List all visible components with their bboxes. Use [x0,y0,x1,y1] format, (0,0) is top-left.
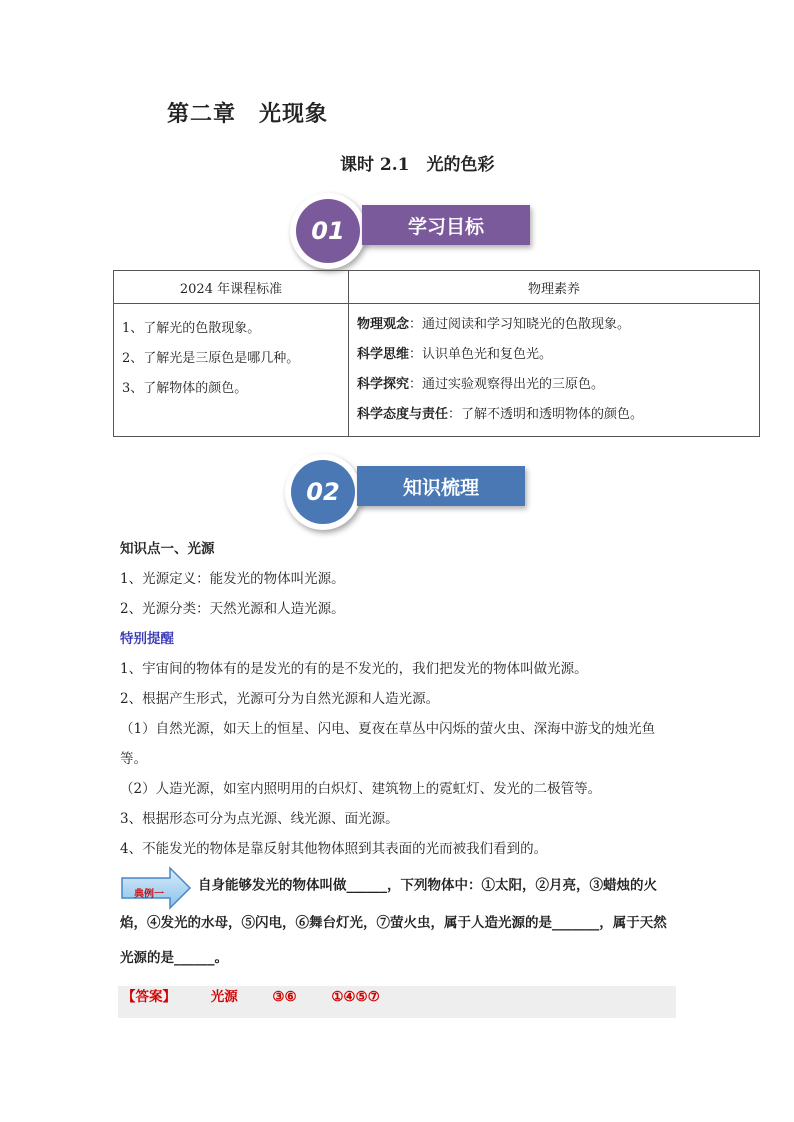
literacy-item: 科学探究：通过实验观察得出光的三原色。 [357,377,605,392]
standard-item: 3、了解物体的颜色。 [122,381,248,396]
example-question-text: 自身能够发光的物体叫做______，下列物体中：①太阳，②月亮，③蜡烛的火焰，④发光的水母，⑤闪电，⑥舞台灯光，⑦萤火虫，属于人造光源的是_______，属于天然光源的是______。 [120,877,667,966]
section-number: 02 [291,460,355,524]
answer-value: ③⑥ [272,989,297,1005]
tip-line: 2、根据产生形式，光源可分为自然光源和人造光源。 [120,691,440,707]
example-question [120,866,680,976]
tip-line: 4、不能发光的物体是靠反射其他物体照到其表面的光而被我们看到的。 [120,841,548,857]
knowledge-line: 1、光源定义：能发光的物体叫光源。 [120,571,345,587]
standards-table [113,270,760,437]
section-label: 学习目标 [362,205,530,245]
section-number: 01 [296,199,360,263]
example-tag-label: 典例一 [134,889,164,900]
literacy-items-cell [349,304,760,437]
knowledge-section [120,534,680,864]
standard-item: 2、了解光是三原色是哪几种。 [122,351,300,366]
answer-value: 光源 [210,989,238,1005]
answer-value: ①④⑤⑦ [331,989,380,1005]
tip-line: （2）人造光源，如室内照明用的白炽灯、建筑物上的霓虹灯、发光的二极管等。 [120,781,602,797]
table-header-literacy: 物理素养 [349,271,760,304]
answer-box [118,986,676,1018]
knowledge-point-title: 知识点一、光源 [120,541,215,557]
answer-label: 【答案】 [122,989,176,1005]
table-header-standard: 2024 年课程标准 [114,271,349,304]
literacy-item: 科学态度与责任：了解不透明和透明物体的颜色。 [357,407,644,422]
example-tag [120,866,192,906]
tip-line: 3、根据形态可分为点光源、线光源、面光源。 [120,811,399,827]
tip-line: （1）自然光源，如天上的恒星、闪电、夏夜在草丛中闪烁的萤火虫、深海中游戈的烛光鱼等。 [120,721,656,767]
knowledge-line: 2、光源分类：天然光源和人造光源。 [120,601,345,617]
chapter-title: 第二章 光现象 [167,101,329,127]
tip-title: 特别提醒 [120,631,174,647]
lesson-title: 课时 2.1 光的色彩 [340,155,495,175]
standard-item: 1、了解光的色散现象。 [122,321,261,336]
tip-line: 1、宇宙间的物体有的是发光的有的是不发光的，我们把发光的物体叫做光源。 [120,661,588,677]
literacy-item: 物理观念：通过阅读和学习知晓光的色散现象。 [357,317,631,332]
standard-items-cell [114,304,349,437]
section-label: 知识梳理 [357,466,525,506]
literacy-item: 科学思维：认识单色光和复色光。 [357,347,553,362]
